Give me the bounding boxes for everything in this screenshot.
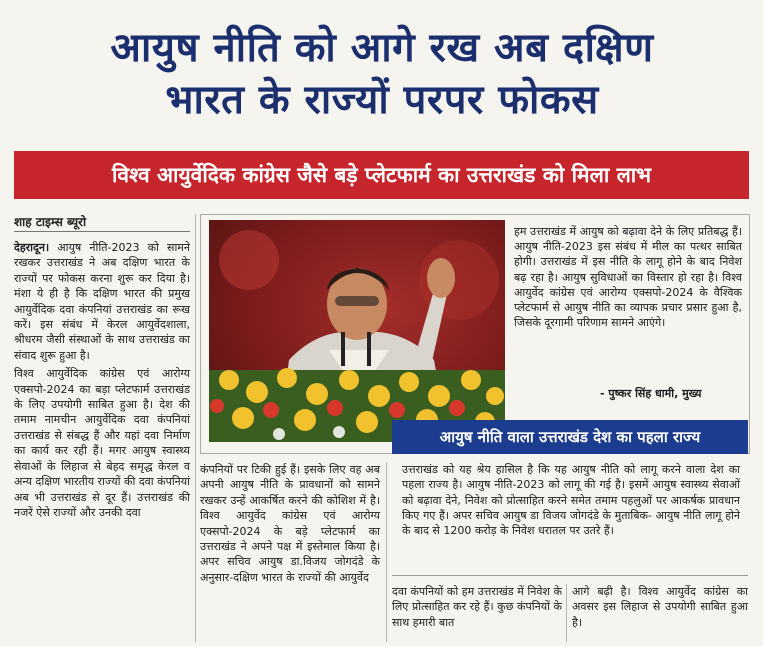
headline-line-1: आयुष नीति को आगे रख अब दक्षिण <box>110 25 654 71</box>
headline-line-2: भारत के राज्यों परपर फोकस <box>165 77 599 123</box>
article-column-1 <box>14 240 190 523</box>
cm-quote: हम उत्तराखंड में आयुष को बढ़ावा देने के लिए प्रतिबद्ध हैं। आयुष नीति-2023 इस संबंध में मील का पत्थर साबित होगी। उत्तराखंड में इस नीति के लागू होने के बाद निवेश बढ़ रहा है। आयुष सुविधाओं का विस्तार हो रहा है। विश्व आयुर्वेद कांग्रेस एवं आरोग्य एक्सपो-2024 के वैश्विक प्लेटफार्म से आयुष नीति का व्यापक प्रचार प्रसार हुआ है, जिसके दूरगामी परिणाम सामने आएंगे। <box>514 225 742 330</box>
chief-minister-photo <box>209 220 505 442</box>
subheadline-banner: विश्व आयुर्वेदिक कांग्रेस जैसे बड़े प्लेटफार्म का उत्तराखंड को मिला लाभ <box>14 151 749 199</box>
byline-divider <box>14 231 190 232</box>
column-divider <box>195 214 196 642</box>
byline: शाह टाइम्स ब्यूरो <box>14 215 87 229</box>
dateline: देहरादून। <box>14 241 50 254</box>
headline <box>8 22 756 126</box>
quote-attribution: - पुष्कर सिंह धामी, मुख्य <box>600 387 702 400</box>
box-article-text: उत्तराखंड को यह श्रेय हासिल है कि यह आयुष नीति को लागू करने वाला देश का पहला राज्य है। आयुष नीति-2023 को लागू की गई है। इसमें आयुष स्वास्थ्य सेवाओं को बढ़ावा देने, निवेश को प्रोत्साहित करने समेत तमाम पहलुओं पर आकर्षक प्रावधान किए गए हैं। अपर सचिव आयुष डा विजय जोगदंडे के मुताबिक- आयुष नीति लागू होने के बाद से 1200 करोड़ के निवेश धरातल पर उतरे हैं। <box>402 463 740 538</box>
box-heading-banner: आयुष नीति वाला उत्तराखंड देश का पहला राज्य <box>392 420 748 454</box>
column1-paragraph-2: विश्व आयुर्वेदिक कांग्रेस एवं आरोग्य एक्सपो-2024 का बड़ा प्लेटफार्म उत्तराखंड के लिए उपयोगी साबित हुआ है। देश की तमाम नामचीन आयुर्वेदिक दवा कंपनियां उत्तराखंड से संबद्ध हैं और यहां दवा निर्माण का कार्य कर रही हैं। मगर आयुष स्वास्थ्य सेवाओं के लिहाज से बेहद समृद्ध केरल व अन्य दक्षिण भारतीय राज्यों की दवा कंपनियां अब भी उत्तराखंड से दूर हैं। उत्तराखंड की नजरें ऐसे राज्यों और उनकी दवा <box>14 367 190 519</box>
box-divider <box>392 575 748 576</box>
article-column-2: कंपनियों पर टिकी हुई हैं। इसके लिए वह अब अपनी आयुष नीति के प्रावधानों को सामने रखकर उन्हें आकर्षित करने की कोशिश में है। विश्व आयुर्वेद कांग्रेस एवं आरोग्य एक्सपो-2024 के बड़े प्लेटफार्म का उत्तराखंड ने अपने पक्ष में इस्तेमाल किया है। अपर सचिव आयुष डा.विजय जोगदंडे के अनुसार-दक्षिण भारत के राज्यों की आयुर्वेद <box>200 463 380 584</box>
article-column-3: दवा कंपनियों को हम उत्तराखंड में निवेश के लिए प्रोत्साहित कर रहे हैं। कुछ कंपनियों के साथ हमारी बात <box>392 585 562 629</box>
article-column-4: आगे बढ़ी है। विश्व आयुर्वेद कांग्रेस का अवसर इस लिहाज से उपयोगी साबित हुआ है। <box>572 585 748 629</box>
column-divider <box>386 462 387 642</box>
column-divider <box>566 584 567 642</box>
column1-paragraph-1: आयुष नीति-2023 को सामने रखकर उत्तराखंड ने अब दक्षिण भारत के राज्यों पर फोकस करना शुरू कर दिया है। मंशा ये ही है कि दक्षिण भारत की प्रमुख आयुर्वेदिक दवा कंपनियां उत्तराखंड का रूख करें। इस संबंध में केरल आयुर्वेदशाला, श्रीधरम जैसी संस्थाओं के साथ उत्तराखंड का संवाद शुरू हुआ है। <box>14 241 190 362</box>
